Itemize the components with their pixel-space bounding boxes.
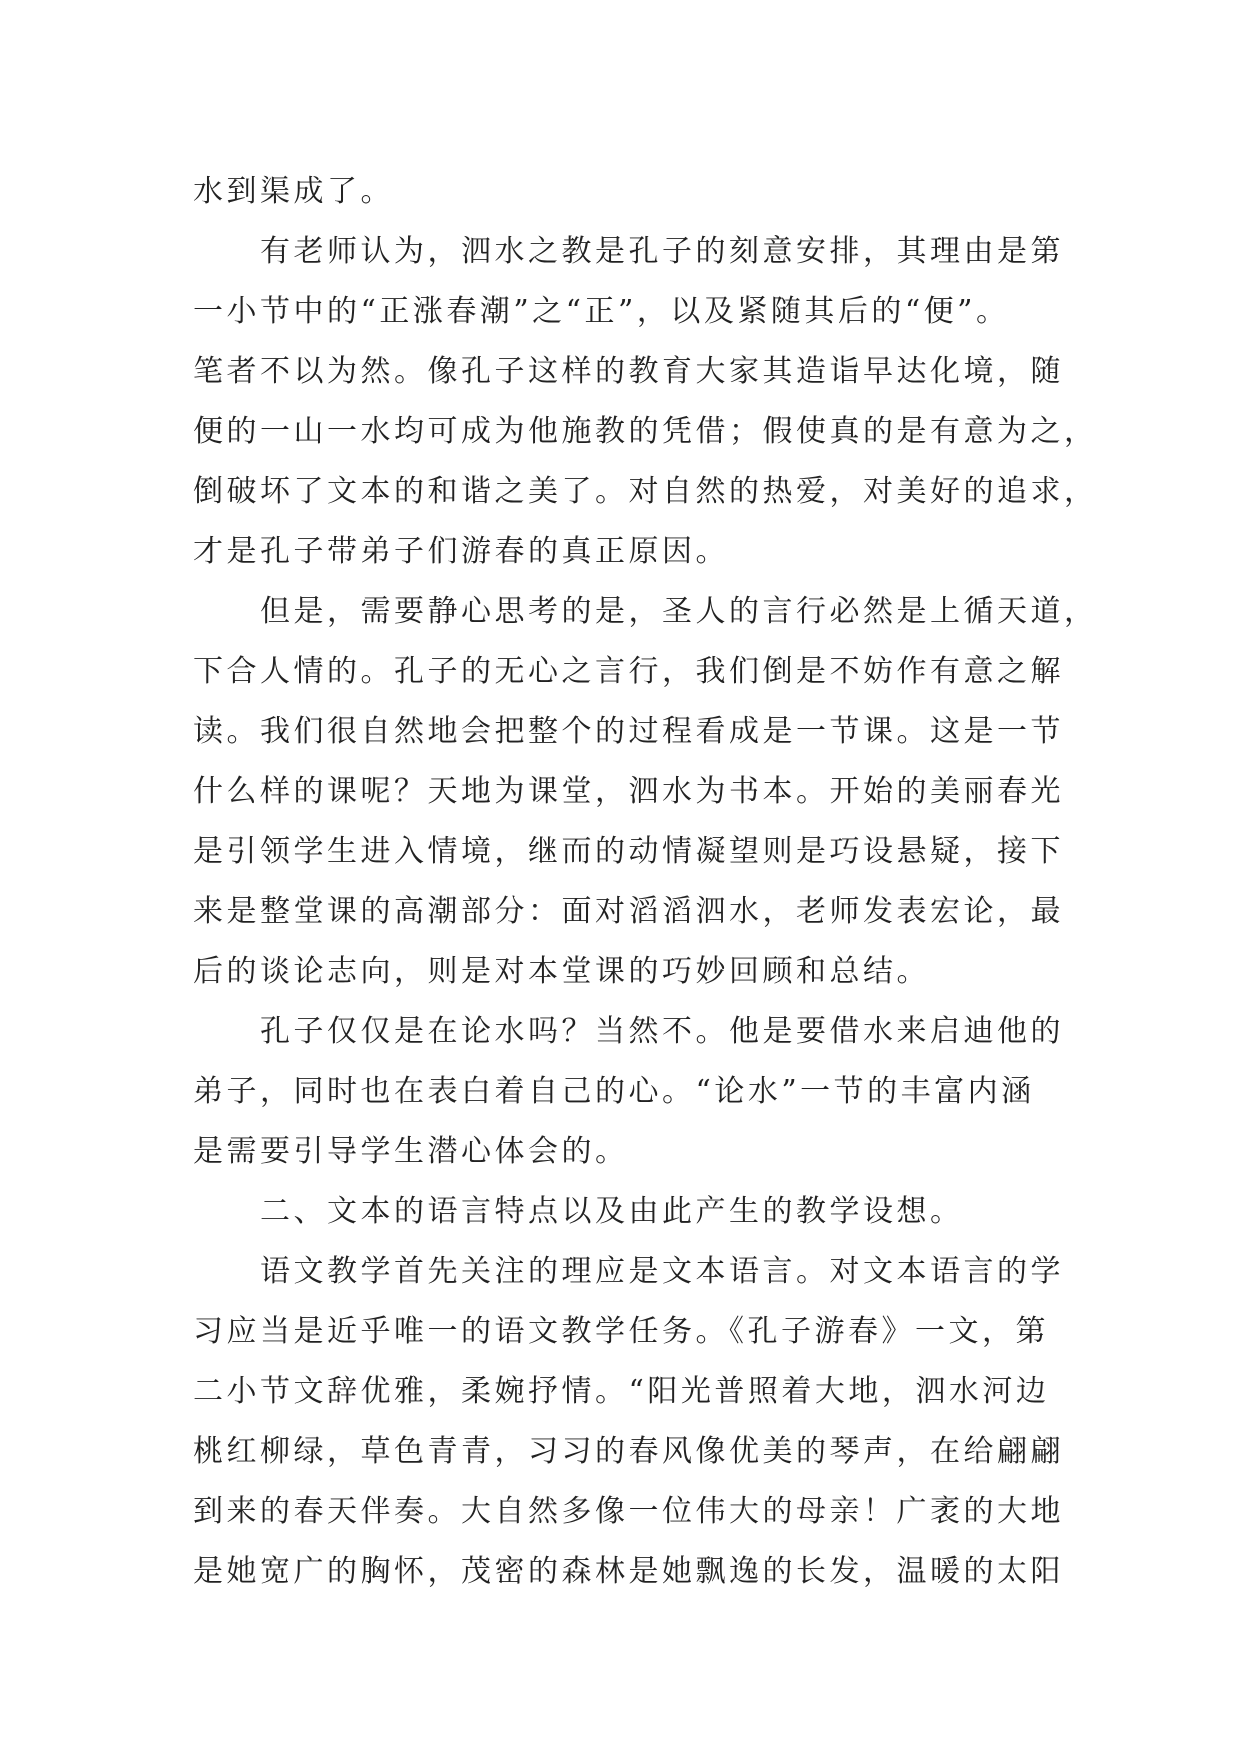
text-line: 水到渠成了。: [193, 174, 394, 209]
text-line: 二、文本的语言特点以及由此产生的教学设想。: [193, 1194, 964, 1229]
text-line: 但是，需要静心思考的是，圣人的言行必然是上循天道，: [193, 594, 1098, 629]
text-line: 有老师认为，泗水之教是孔子的刻意安排，其理由是第: [193, 234, 1064, 269]
text-line: 是需要引导学生潜心体会的。: [193, 1134, 629, 1169]
text-line: 是引领学生进入情境，继而的动情凝望则是巧设悬疑，接下: [193, 834, 1064, 869]
text-line: 来是整堂课的高潮部分：面对滔滔泗水，老师发表宏论，最: [193, 894, 1064, 929]
text-line: 弟子，同时也在表白着自己的心。“论水”一节的丰富内涵: [193, 1074, 1035, 1109]
text-line: 下合人情的。孔子的无心之言行，我们倒是不妨作有意之解: [193, 654, 1064, 689]
text-line: 语文教学首先关注的理应是文本语言。对文本语言的学: [193, 1254, 1064, 1289]
text-line: 笔者不以为然。像孔子这样的教育大家其造诣早达化境，随: [193, 354, 1064, 389]
text-line: 二小节文辞优雅，柔婉抒情。“阳光普照着大地，泗水河边: [193, 1374, 1050, 1409]
text-line: 倒破坏了文本的和谐之美了。对自然的热爱，对美好的追求，: [193, 474, 1098, 509]
text-line: 一小节中的“正涨春潮”之“正”，以及紧随其后的“便”。: [193, 294, 1010, 329]
text-line: 习应当是近乎唯一的语文教学任务。《孔子游春》一文，第: [193, 1314, 1049, 1349]
text-line: 便的一山一水均可成为他施教的凭借；假使真的是有意为之，: [193, 414, 1098, 449]
text-line: 后的谈论志向，则是对本堂课的巧妙回顾和总结。: [193, 954, 930, 989]
text-line: 桃红柳绿，草色青青，习习的春风像优美的琴声，在给翩翩: [193, 1434, 1064, 1469]
text-line: 读。我们很自然地会把整个的过程看成是一节课。这是一节: [193, 714, 1064, 749]
text-line: 才是孔子带弟子们游春的真正原因。: [193, 534, 729, 569]
text-line: 孔子仅仅是在论水吗？当然不。他是要借水来启迪他的: [193, 1014, 1064, 1049]
text-line: 是她宽广的胸怀，茂密的森林是她飘逸的长发，温暖的太阳: [193, 1554, 1064, 1589]
text-line: 什么样的课呢？天地为课堂，泗水为书本。开始的美丽春光: [193, 774, 1064, 809]
text-line: 到来的春天伴奏。大自然多像一位伟大的母亲！广袤的大地: [193, 1494, 1064, 1529]
document-body: [193, 162, 1098, 1602]
